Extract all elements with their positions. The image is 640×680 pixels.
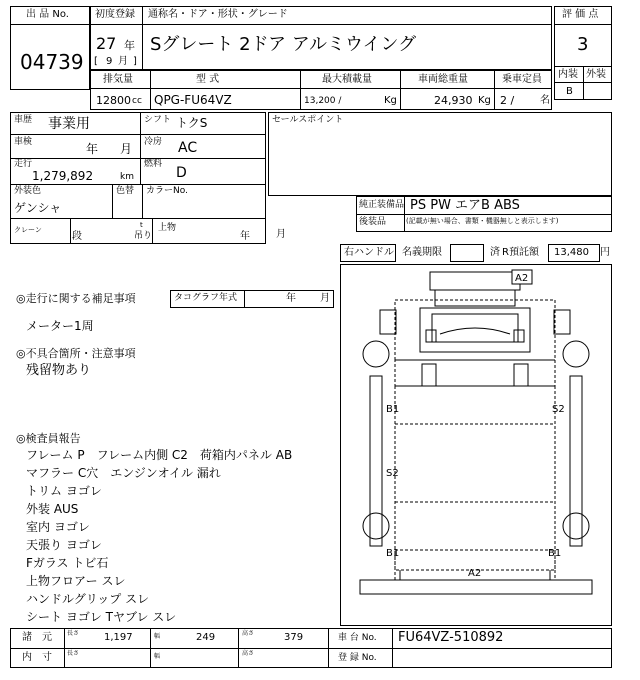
aircon-value: AC	[178, 140, 198, 156]
interior-label: 内装	[558, 69, 578, 80]
defects-note: 残留物あり	[26, 363, 92, 378]
color-change-label: 色替	[116, 186, 135, 196]
color-code-label: カラーNo.	[146, 186, 188, 196]
crane-ton-unit: t	[140, 221, 143, 229]
reg-month-bracket-close: ]	[133, 56, 137, 67]
model-code-value: QPG-FU64VZ	[154, 93, 232, 107]
inspector-line: 上物フロアー スレ	[26, 574, 126, 588]
damage-mark: B1	[386, 404, 400, 415]
name-change-label: 名義期限	[402, 247, 442, 258]
inspection-label: 車検	[14, 137, 33, 147]
fuel-label: 燃料	[144, 159, 163, 169]
recycle-status: 済	[490, 247, 500, 258]
max-load-value: 13,200 /	[304, 96, 342, 106]
damage-mark: S2	[386, 468, 399, 479]
displacement-unit: cc	[132, 96, 142, 106]
recycle-fee-value: 13,480	[554, 247, 589, 258]
lot-number: 04739	[20, 50, 84, 74]
history-label: 車歴	[14, 115, 33, 125]
body-year-unit: 年	[240, 231, 250, 242]
inner-width-label: 幅	[154, 653, 161, 660]
damage-mark: A2	[515, 273, 529, 284]
recycle-fee-label: R預託額	[502, 247, 539, 258]
reg-year: 27	[96, 34, 117, 53]
damage-mark: B1	[386, 548, 400, 559]
history-value: 事業用	[48, 116, 90, 132]
aftermarket-label: 後装品	[359, 217, 387, 227]
inspector-line: 天張り ヨゴレ	[26, 538, 102, 552]
dims-label: 諸 元	[22, 632, 52, 643]
exterior-label: 外装	[586, 69, 606, 80]
equipment-label: 純正装備品	[359, 200, 405, 210]
inspector-line: Fガラス トビ石	[26, 556, 109, 570]
displacement-value: 12800	[96, 94, 131, 107]
capacity-value: 2 /	[500, 94, 515, 107]
recycle-fee-unit: 円	[600, 247, 610, 258]
shift-label: シフト	[144, 115, 172, 125]
sales-point-label: セールスポイント	[272, 115, 344, 125]
height-label: 高さ	[242, 630, 255, 637]
crane-label: クレーン	[14, 226, 42, 234]
gross-weight-unit: Kg	[478, 95, 491, 106]
inspector-line: フレーム P フレーム内側 C2 荷箱内パネル AB	[26, 448, 293, 462]
gross-weight-value: 24,930	[434, 94, 473, 107]
inspector-line: シート ヨゴレ Tヤブレ スレ	[26, 610, 177, 624]
equipment-value: PS PW エアB ABS	[410, 198, 520, 213]
ext-color-label: 外装色	[14, 186, 42, 196]
running-title: ◎走行に関する補足事項	[16, 292, 136, 305]
reg-month-bracket: [	[94, 56, 98, 67]
crane-hang-unit: 吊り	[134, 231, 153, 241]
crane-stage-unit: 段	[72, 231, 82, 242]
model-name: Sグレート 2ドア アルミウイング	[150, 34, 417, 55]
defects-title: ◎不具合箇所・注意事項	[16, 347, 136, 360]
inner-dims-label: 内 寸	[22, 652, 52, 663]
reg-label: 初度登録	[95, 9, 135, 20]
tacho-year-unit: 年	[286, 293, 296, 304]
inspector-line: 外装 AUS	[26, 502, 79, 516]
max-load-label: 最大積載量	[322, 74, 372, 85]
inspector-title: ◎検査員報告	[16, 432, 81, 445]
aftermarket-note: (記載が無い場合、書類・機器無しと表示します)	[406, 217, 559, 225]
capacity-label: 乗車定員	[502, 74, 542, 85]
width-value: 249	[196, 632, 216, 643]
grade-value: 3	[577, 34, 589, 55]
tachograph-label: タコグラフ年式	[174, 293, 238, 303]
chassis-value: FU64VZ-510892	[398, 630, 504, 645]
right-hand-drive: 右ハンドル	[344, 247, 394, 258]
inner-height-label: 高さ	[242, 650, 255, 657]
reg-year-unit: 年	[124, 39, 135, 52]
fuel-value: D	[176, 165, 187, 181]
aircon-label: 冷房	[144, 137, 163, 147]
capacity-unit: 名	[540, 95, 550, 106]
reg-month-unit: 月	[118, 56, 128, 67]
reg-no-label: 登 録 No.	[338, 653, 377, 663]
max-load-unit: Kg	[384, 95, 397, 106]
reg-month: 9	[106, 56, 113, 67]
length-value: 1,197	[104, 632, 133, 643]
damage-mark: A2	[468, 568, 482, 579]
inspector-line: マフラー C穴 エンジンオイル 漏れ	[26, 466, 221, 480]
damage-mark: S2	[552, 404, 565, 415]
interior-grade: B	[566, 86, 573, 97]
inspection-month-unit: 月	[120, 142, 133, 156]
displacement-label: 排気量	[103, 74, 133, 85]
grade-label: 評 価 点	[562, 9, 599, 20]
model-label: 通称名・ドア・形状・グレード	[148, 9, 288, 20]
inspection-year-unit: 年	[86, 142, 99, 156]
shift-value: トクS	[176, 116, 208, 130]
mileage-unit: km	[120, 172, 134, 182]
truck-diagram	[340, 264, 612, 626]
damage-mark: B1	[548, 548, 562, 559]
lot-label: 出 品 No.	[26, 9, 69, 20]
running-note: メーター1周	[26, 319, 94, 333]
width-label: 幅	[154, 633, 161, 640]
inspector-line: ハンドルグリップ スレ	[26, 592, 150, 606]
chassis-label: 車 台 No.	[338, 633, 377, 643]
body-month-unit: 月	[276, 229, 286, 240]
mileage-value: 1,279,892	[32, 169, 94, 183]
tacho-month-unit: 月	[320, 293, 330, 304]
inner-length-label: 長さ	[67, 650, 80, 657]
body-label: 上物	[158, 223, 177, 233]
mileage-label: 走行	[14, 159, 33, 169]
length-label: 長さ	[67, 630, 80, 637]
height-value: 379	[284, 632, 304, 643]
ext-color-value: ゲンシャ	[14, 201, 62, 215]
inspector-line: トリム ヨゴレ	[26, 484, 102, 498]
name-change-box	[450, 244, 484, 262]
model-code-label: 型 式	[196, 74, 220, 85]
gross-weight-label: 車両総重量	[418, 74, 468, 85]
inspector-line: 室内 ヨゴレ	[26, 520, 90, 534]
